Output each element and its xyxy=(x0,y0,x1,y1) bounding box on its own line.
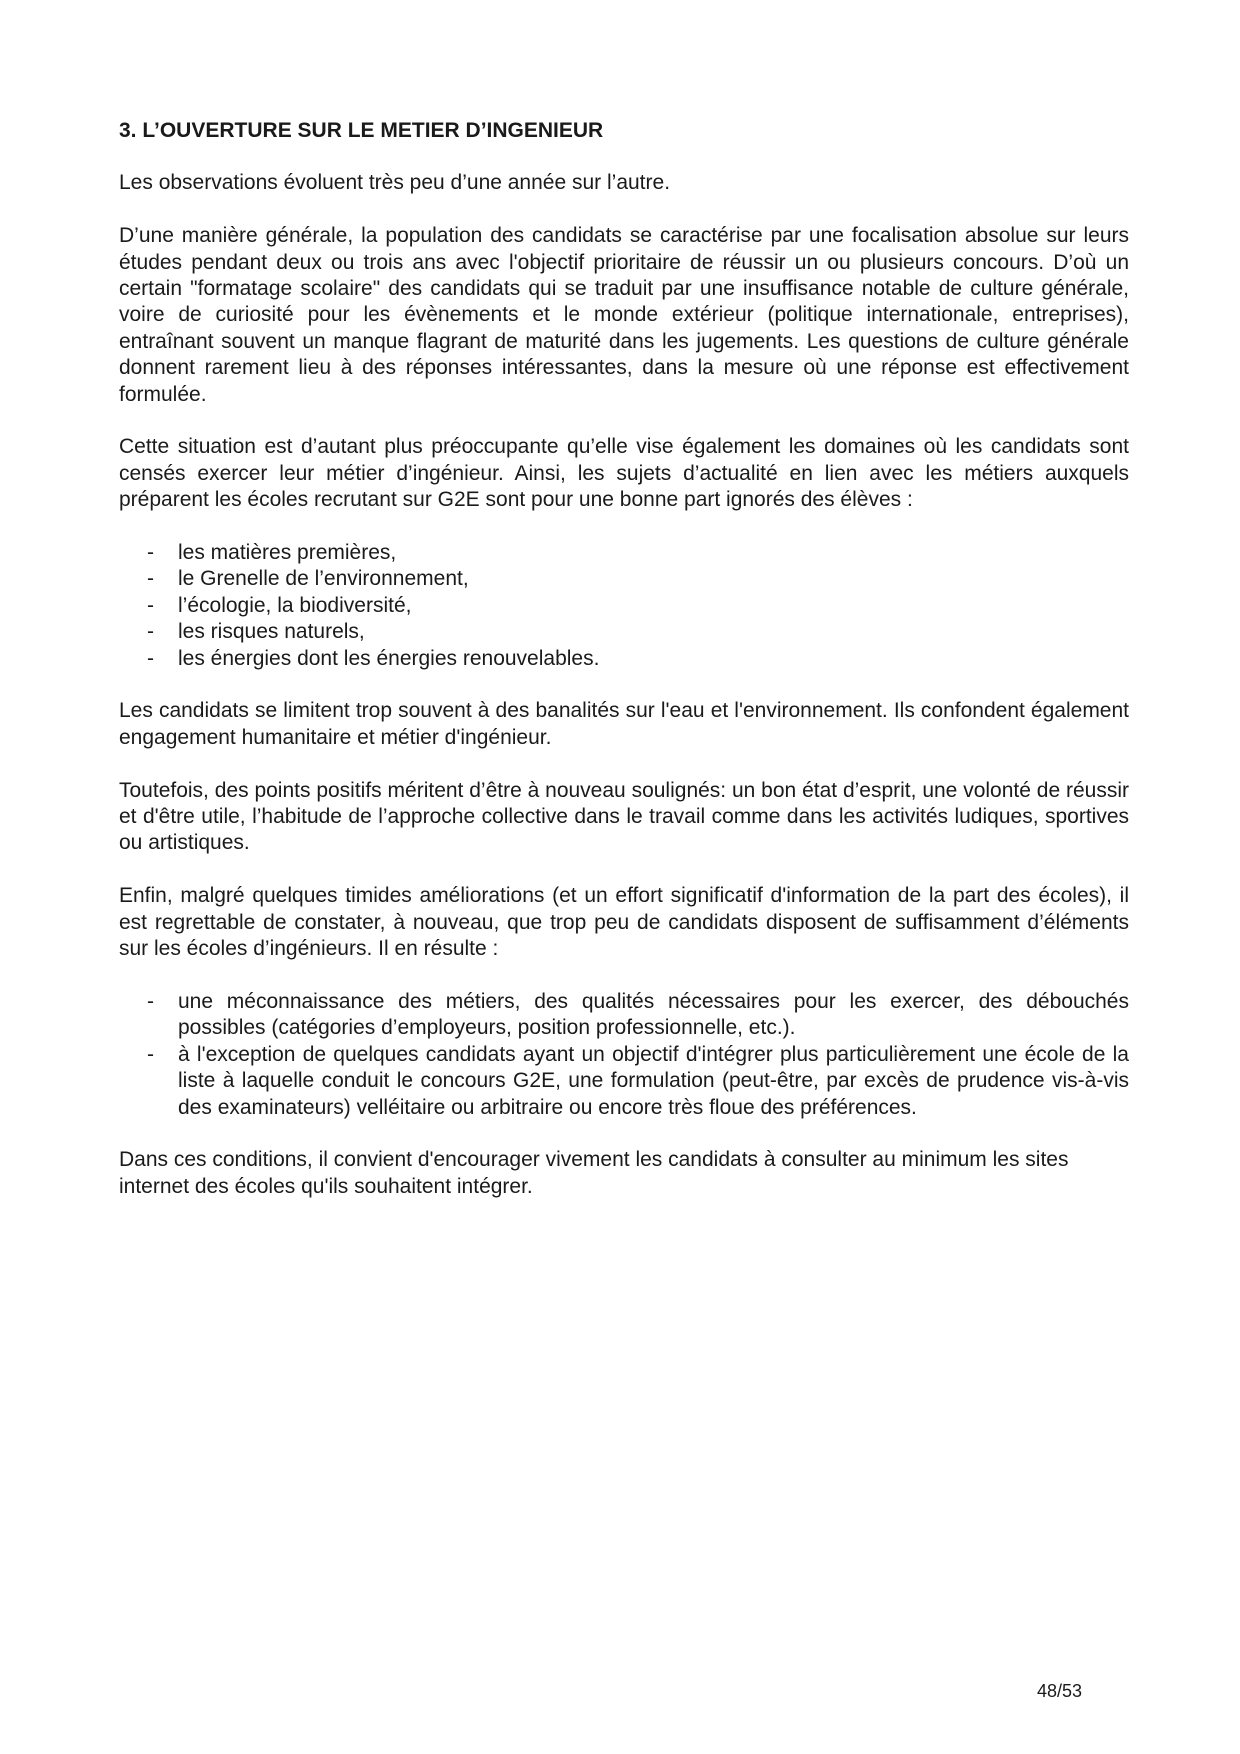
list-item xyxy=(119,593,1129,619)
dash-bullet: - xyxy=(147,620,154,644)
page-number: 48/53 xyxy=(1037,1681,1083,1701)
list-item-text: l’écologie, la biodiversité, xyxy=(178,593,412,617)
list-item-text: le Grenelle de l’environnement, xyxy=(178,567,469,591)
paragraph-observations: Les observations évoluent très peu d’une année sur l’autre. xyxy=(119,171,671,195)
paragraph-situation: Cette situation est d’autant plus préoccupante qu’elle vise également les domaines où les candidats sont censés exercer leur métier d’ingénieur. Ainsi, les sujets d’actualité en lien avec les métiers auxquels préparent les écoles recrutant sur G2E sont pour une bonne part ignorés des élèves : xyxy=(119,435,1129,512)
paragraph-improvements: Enfin, malgré quelques timides améliorations (et un effort significatif d'information de la part des écoles), il est regrettable de constater, à nouveau, que trop peu de candidats disposent de suffisamment d’éléments sur les écoles d’ingénieurs. Il en résulte : xyxy=(119,884,1129,961)
list-item xyxy=(119,1042,1129,1121)
paragraph-positive-points: Toutefois, des points positifs méritent d’être à nouveau soulignés: un bon état d’esprit, une volonté de réussir et d'être utile, l’habitude de l’approche collective dans le travail comme dans les activités ludiques, sportives ou artistiques. xyxy=(119,778,1129,855)
dash-bullet: - xyxy=(147,567,154,591)
page-content xyxy=(119,118,1129,1227)
list-item-text: les risques naturels, xyxy=(178,620,365,644)
dash-bullet: - xyxy=(147,646,154,670)
list-item-text: une méconnaissance des métiers, des qualités nécessaires pour les exercer, des débouchés possibles (catégories d’employeurs, position professionnelle, etc.). xyxy=(178,989,1129,1040)
list-item-text: les énergies dont les énergies renouvelables. xyxy=(178,646,600,670)
dash-bullet: - xyxy=(147,541,154,565)
list-item-text: les matières premières, xyxy=(178,541,397,565)
dash-bullet: - xyxy=(147,1042,154,1066)
paragraph-general-population: D’une manière générale, la population des candidats se caractérise par une focalisation absolue sur leurs études pendant deux ou trois ans avec l'objectif prioritaire de réussir un ou plusieurs concours. D’où un certain "formatage scolaire" des candidats qui se traduit par une insuffisance notable de culture générale, voire de curiosité pour les évènements et le monde extérieur (politique internationale, entreprises), entraînant souvent un manque flagrant de maturité dans les jugements. Les questions de culture générale donnent rarement lieu à des réponses intéressantes, dans la mesure où une réponse est effectivement formulée. xyxy=(119,224,1129,406)
list-item xyxy=(119,540,1129,566)
list-item xyxy=(119,646,1129,672)
list-item xyxy=(119,566,1129,592)
paragraph-conclusion: Dans ces conditions, il convient d'encourager vivement les candidats à consulter au minimum les sites internet des écoles qu'ils souhaitent intégrer. xyxy=(119,1148,1069,1198)
topics-list xyxy=(119,540,1129,672)
list-item xyxy=(119,989,1129,1042)
paragraph-banalities: Les candidats se limitent trop souvent à des banalités sur l'eau et l'environnement. Ils confondent également engagement humanitaire et métier d'ingénieur. xyxy=(119,699,1129,749)
list-item xyxy=(119,619,1129,645)
consequences-list xyxy=(119,989,1129,1121)
dash-bullet: - xyxy=(147,989,154,1013)
dash-bullet: - xyxy=(147,593,154,617)
list-item-text: à l'exception de quelques candidats ayant un objectif d'intégrer plus particulièrement une école de la liste à laquelle conduit le concours G2E, une formulation (peut-être, par excès de prudence vis-à-vis des examinateurs) velléitaire ou arbitraire ou encore très floue des préférences. xyxy=(178,1042,1129,1119)
section-heading: 3. L’OUVERTURE SUR LE METIER D’INGENIEUR xyxy=(119,119,604,142)
